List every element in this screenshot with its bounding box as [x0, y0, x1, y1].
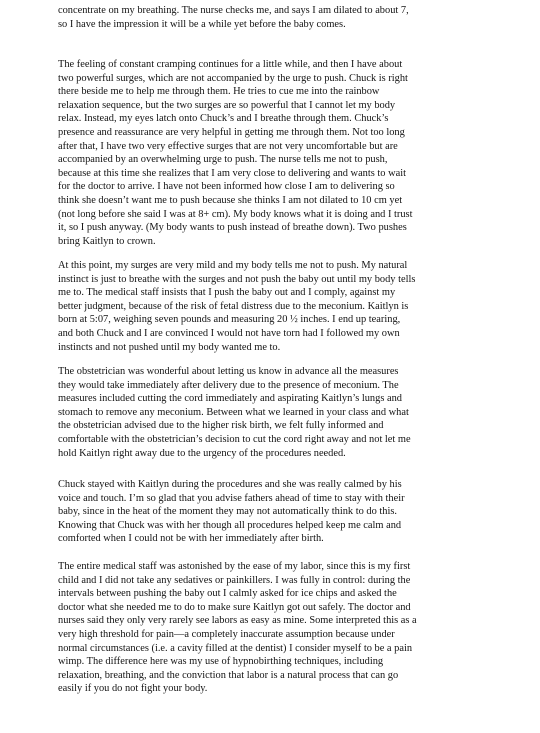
text-line: At this point, my surges are very mild and my body tells me not to push. My natural	[58, 260, 408, 271]
text-line: presence and reassurance are very helpful in getting me through them. Not too long	[58, 126, 405, 138]
paragraph-6	[58, 560, 534, 696]
text-line: the obstetrician advised due to the higher risk birth, we felt fully informed and	[58, 420, 384, 432]
text-line: me to. The medical staff insists that I push the baby out and I comply, against my	[58, 287, 396, 299]
text-line: The obstetrician was wonderful about letting us know in advance all the measures	[58, 366, 399, 377]
text-line: very high threshold for pain—a completely inaccurate assumption because under	[58, 628, 395, 640]
paragraph-3	[58, 259, 534, 354]
text-line: bring Kaitlyn to crown.	[58, 235, 156, 247]
text-line: nurses said they only very rarely see labors as easy as mine. Some interpreted this as a	[58, 615, 417, 627]
text-line: Knowing that Chuck was with her though all procedures helped keep me calm and	[58, 519, 402, 531]
text-line: baby, since in the heat of the moment they may not automatically think to do this.	[58, 506, 397, 518]
text-line: voice and touch. I’m so glad that you advise fathers ahead of time to stay with their	[58, 492, 405, 504]
text-line: The entire medical staff was astonished by the ease of my labor, since this is my first	[58, 561, 411, 572]
text-line: intervals between pushing the baby out I calmly asked for ice chips and asked the	[58, 588, 397, 600]
text-line: because at this time she realizes that I am very close to delivering and wants to wait	[58, 167, 406, 179]
text-line: wimp. The difference here was my use of hypnobirthing techniques, including	[58, 656, 384, 668]
text-line: relaxation sequence, but the two surges are so powerful that I cannot let my body	[58, 99, 396, 111]
text-line: (not long before she said I was at 8+ cm). My body knows what it is doing and I trust	[58, 208, 413, 220]
text-line: after that, I have two very effective surges that are not very uncomfortable but are	[58, 140, 398, 152]
text-line: Chuck stayed with Kaitlyn during the procedures and she was really calmed by his	[58, 479, 402, 490]
text-line: hold Kaitlyn right away due to the urgency of the procedures needed.	[58, 447, 346, 459]
text-line: instinct is just to breathe with the surges and not push the baby out until my body tells	[58, 273, 416, 285]
text-line: child and I did not take any sedatives or painkillers. I was fully in control: during the	[58, 574, 411, 586]
paragraph-2	[58, 58, 534, 248]
text-line: so I have the impression it will be a while yet before the baby comes.	[58, 18, 346, 30]
text-line: think she doesn’t want me to push because she thinks I am not dilated to 10 cm yet	[58, 194, 403, 206]
text-line: normal circumstances (i.e. a cavity filled at the dentist) I consider myself to be a pain	[58, 642, 413, 654]
text-line: The feeling of constant cramping continues for a little while, and then I have about	[58, 59, 403, 70]
text-line: easily if you do not fight your body.	[58, 683, 208, 695]
text-line: relaxation, breathing, and the conviction that labor is a natural process that can go	[58, 669, 399, 681]
text-line: comfortable with the obstetrician’s decision to cut the cord right away and not let me	[58, 433, 411, 445]
text-line: instincts and not pushed until my body wanted me to.	[58, 341, 281, 353]
text-line: stomach to remove any meconium. Between what we learned in your class and what	[58, 406, 409, 418]
text-line: accompanied by an overwhelming urge to push. The nurse tells me not to push,	[58, 154, 388, 166]
text-line: it, so I push anyway. (My body wants to push instead of breathe down). Two pushes	[58, 222, 407, 234]
text-line: concentrate on my breathing. The nurse checks me, and says I am dilated to about 7,	[58, 5, 409, 16]
text-line: relax. Instead, my eyes latch onto Chuck’s and I breathe through them. Chuck’s	[58, 113, 389, 125]
text-line: better judgment, because of the risk of fetal distress due to the meconium. Kaitlyn is	[58, 300, 409, 312]
text-line: and both Chuck and I are convinced I would not have torn had I followed my own	[58, 327, 400, 339]
paragraph-4	[58, 365, 534, 460]
text-line: two powerful surges, which are not accompanied by the urge to push. Chuck is right	[58, 72, 408, 84]
text-line: for the doctor to arrive. I have not been informed how close I am to delivering so	[58, 181, 395, 193]
text-line: there beside me to help me through them. He tries to cue me into the rainbow	[58, 86, 380, 98]
text-line: measures included cutting the cord immediately and aspirating Kaitlyn’s lungs and	[58, 393, 402, 405]
text-line: comforted when I could not be with her immediately after birth.	[58, 533, 324, 545]
text-line: they would take immediately after delivery due to the presence of meconium. The	[58, 379, 399, 391]
text-line: born at 5:07, weighing seven pounds and measuring 20 ½ inches. I end up tearing,	[58, 314, 401, 326]
paragraph-1	[58, 4, 534, 31]
paragraph-5	[58, 478, 534, 546]
text-line: doctor what she needed me to do to make sure Kaitlyn got out safely. The doctor and	[58, 601, 411, 613]
